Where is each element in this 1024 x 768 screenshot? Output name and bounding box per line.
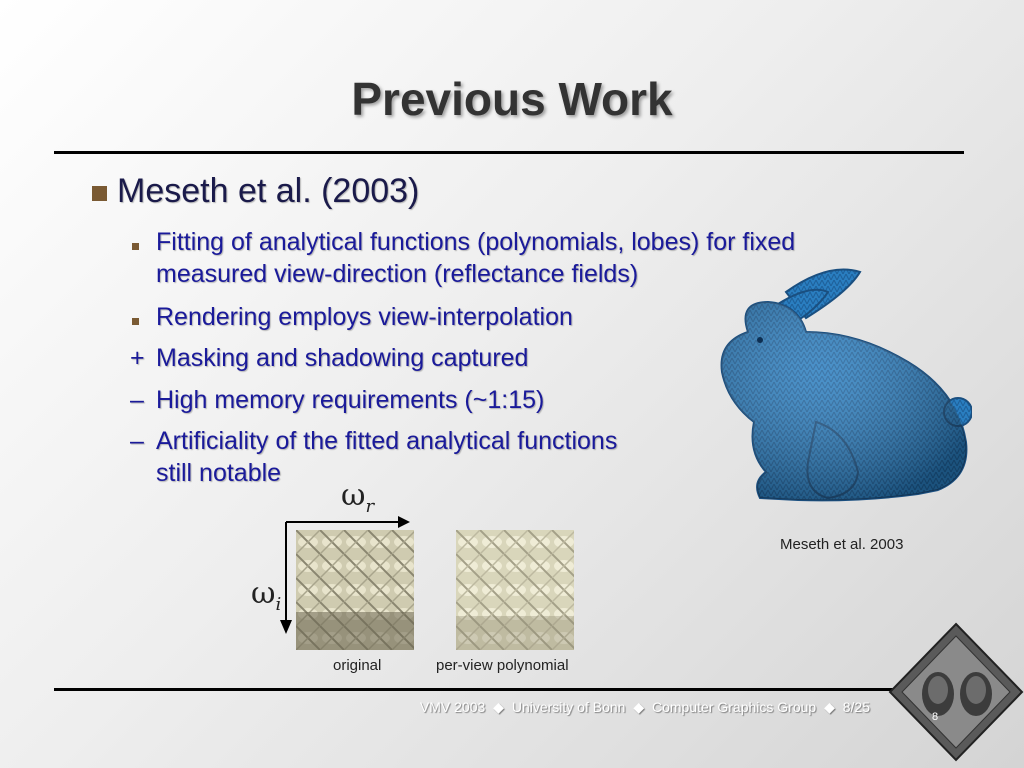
arrow-right-icon xyxy=(398,516,410,528)
sub-bullet-3-text: Masking and shadowing captured xyxy=(156,344,529,372)
sub-bullet-5-line-1: Artificiality of the fitted analytical functions xyxy=(156,427,618,455)
sub-bullet-marker-icon xyxy=(130,226,156,258)
logo-number: 8 xyxy=(932,711,939,723)
footer-divider xyxy=(54,688,964,691)
minus-marker: – xyxy=(130,386,144,414)
footer-page-number: 8/25 xyxy=(842,699,870,715)
footer xyxy=(300,699,870,716)
original-caption: original xyxy=(333,657,382,674)
level1-bullet xyxy=(92,172,419,211)
minus-marker: – xyxy=(130,427,144,455)
arrow-down-icon xyxy=(280,620,292,634)
sub-bullet-2 xyxy=(130,301,573,333)
footer-university: University of Bonn xyxy=(511,699,626,715)
polynomial-caption: per-view polynomial xyxy=(436,657,569,674)
sub-bullet-1-line-1: Fitting of analytical functions (polynomials, lobes) for fixed xyxy=(156,228,796,256)
diamond-separator-icon: ◆ xyxy=(824,699,835,715)
sub-bullet-marker-icon xyxy=(130,301,156,333)
plus-marker: + xyxy=(130,344,145,372)
omega-r-label: $\omega_r$ xyxy=(341,478,375,517)
diamond-separator-icon: ◆ xyxy=(493,699,504,715)
footer-group: Computer Graphics Group xyxy=(652,699,817,715)
omega-i-label: $\omega_i$ xyxy=(251,576,282,615)
knitted-bunny-image xyxy=(708,262,972,512)
sub-bullet-5-line-2: still notable xyxy=(156,459,282,487)
sub-bullet-4-text: High memory requirements (~1:15) xyxy=(156,386,545,414)
title-divider xyxy=(54,151,964,154)
sub-bullet-2-text: Rendering employs view-interpolation xyxy=(156,303,573,331)
bunny-eye-icon xyxy=(757,337,763,343)
sub-bullet-1 xyxy=(130,226,795,290)
diamond-separator-icon: ◆ xyxy=(633,699,645,715)
footer-conference: VMV 2003 xyxy=(419,699,486,715)
original-texture-image xyxy=(296,530,414,650)
bunny-caption: Meseth et al. 2003 xyxy=(780,536,904,553)
sub-bullet-3 xyxy=(130,342,528,374)
slide-title: Previous Work xyxy=(351,73,673,125)
graphics-group-logo xyxy=(888,622,1024,762)
level1-bullet-text: Meseth et al. (2003) xyxy=(117,172,420,210)
sub-bullet-4 xyxy=(130,384,544,416)
polynomial-texture-image xyxy=(456,530,574,650)
square-bullet-icon xyxy=(92,186,107,201)
sub-bullet-1-line-2: measured view-direction (reflectance fields) xyxy=(156,260,639,288)
